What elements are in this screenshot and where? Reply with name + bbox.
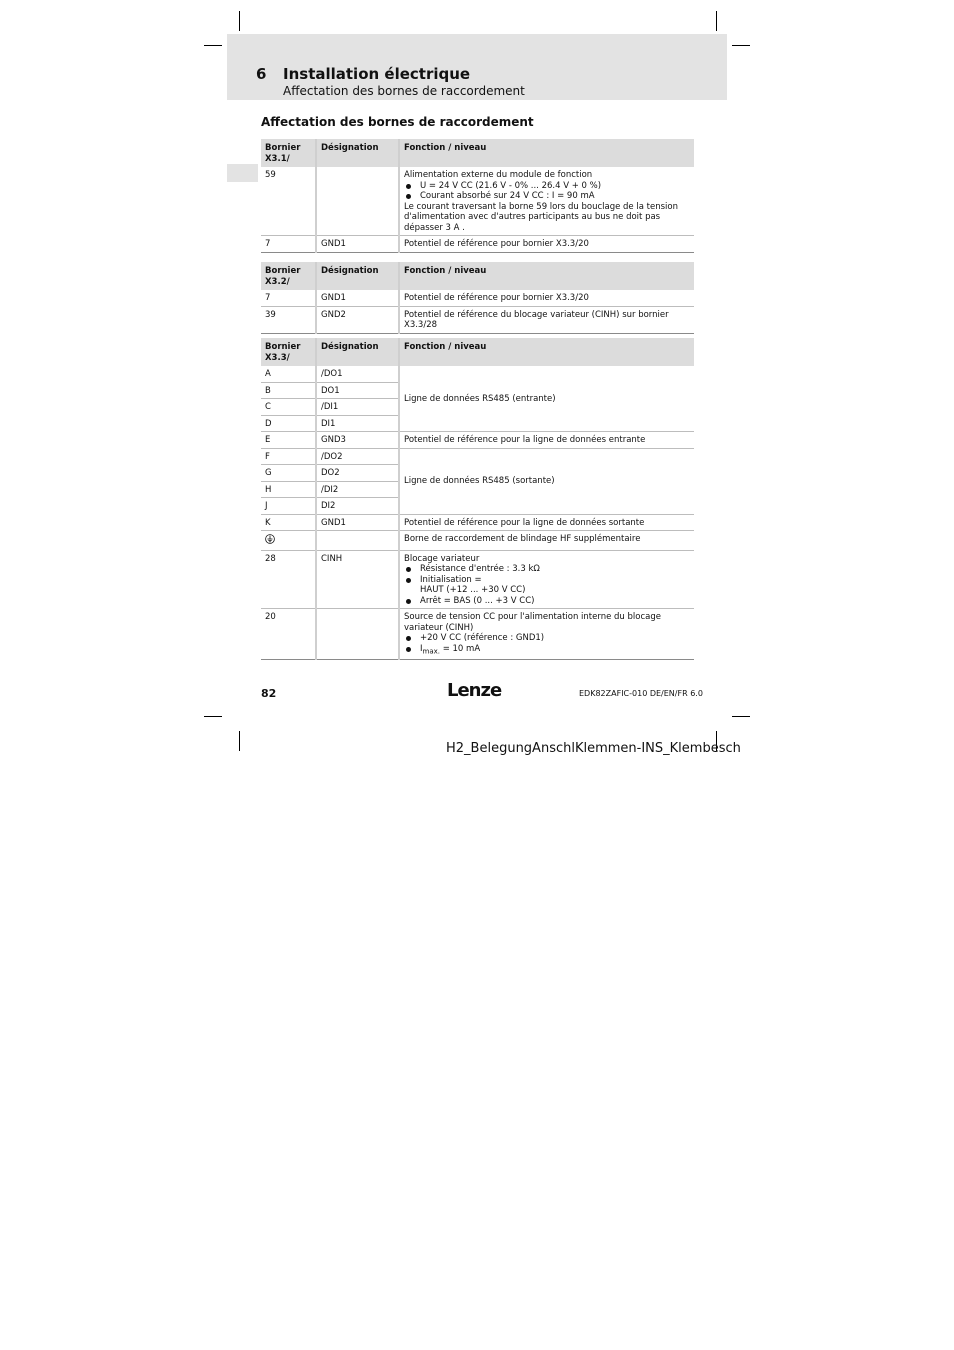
cell-borne: H <box>261 481 316 498</box>
cell-designation: GND1 <box>316 514 399 531</box>
bottom-label: H2_BelegungAnschlKlemmen-INS_Klembesch <box>446 741 741 756</box>
cell-borne: K <box>261 514 316 531</box>
ground-icon <box>265 534 275 544</box>
cell-fonction: Potentiel de référence pour la ligne de données entrante <box>399 432 694 449</box>
crop-mark <box>732 716 750 717</box>
col-header-bornier: Bornier X3.3/ <box>261 338 316 366</box>
cell-borne <box>261 531 316 551</box>
fonction-note: Le courant traversant la borne 59 lors du bouclage de la tension d'alimentation avec d'autres participants au bus ne doit pas dépasser 3 A . <box>404 201 678 233</box>
cell-borne: 39 <box>261 306 316 333</box>
cell-fonction-rs485-in: Ligne de données RS485 (entrante) <box>399 366 694 432</box>
imax-value: = 10 mA <box>440 643 481 654</box>
cell-designation: /DO2 <box>316 448 399 465</box>
list-item: Arrêt = BAS (0 ... +3 V CC) <box>404 596 690 607</box>
chapter-subtitle: Affectation des bornes de raccordement <box>283 84 525 98</box>
cell-borne: C <box>261 399 316 416</box>
cell-fonction <box>399 550 694 609</box>
col-header-bornier: Bornier X3.1/ <box>261 139 316 167</box>
crop-mark <box>716 11 717 31</box>
cell-fonction <box>399 167 694 236</box>
table-row <box>261 550 694 609</box>
col-header-fonction: Fonction / niveau <box>399 262 694 290</box>
cell-designation <box>316 609 399 660</box>
cell-designation: DO2 <box>316 465 399 482</box>
chapter-number: 6 <box>256 65 267 83</box>
cell-designation: CINH <box>316 550 399 609</box>
list-item: U = 24 V CC (21.6 V - 0% ... 26.4 V + 0 %) <box>404 181 690 192</box>
terminal-table-x32 <box>261 262 694 334</box>
side-tab-marker <box>227 164 258 182</box>
fonction-text: Blocage variateur <box>404 553 480 564</box>
cell-borne: 59 <box>261 167 316 236</box>
cell-designation: /DI1 <box>316 399 399 416</box>
list-item: +20 V CC (référence : GND1) <box>404 633 690 644</box>
cell-borne: J <box>261 498 316 515</box>
list-item <box>404 644 690 657</box>
cell-fonction: Borne de raccordement de blindage HF supplémentaire <box>399 531 694 551</box>
list-item-continuation: HAUT (+12 ... +30 V CC) <box>420 585 526 595</box>
section-title: Affectation des bornes de raccordement <box>261 115 534 129</box>
table-row <box>261 448 694 465</box>
cell-designation: DI1 <box>316 415 399 432</box>
cell-designation: DI2 <box>316 498 399 515</box>
table-row <box>261 514 694 531</box>
cell-borne: G <box>261 465 316 482</box>
cell-fonction: Potentiel de référence du blocage variateur (CINH) sur bornier X3.3/28 <box>399 306 694 333</box>
terminal-table-x31 <box>261 139 694 253</box>
cell-designation: GND1 <box>316 236 399 253</box>
chapter-title: Installation électrique <box>283 65 471 83</box>
cell-designation <box>316 531 399 551</box>
list-item: Résistance d'entrée : 3.3 kΩ <box>404 564 690 575</box>
crop-mark <box>239 11 240 31</box>
page-number: 82 <box>261 687 277 700</box>
table-row <box>261 531 694 551</box>
list-item: Courant absorbé sur 24 V CC : I = 90 mA <box>404 191 690 202</box>
cell-designation <box>316 167 399 236</box>
col-header-bornier: Bornier X3.2/ <box>261 262 316 290</box>
col-header-fonction: Fonction / niveau <box>399 139 694 167</box>
imax-subscript: max. <box>422 647 440 656</box>
crop-mark <box>732 45 750 46</box>
brand-logo: Lenze <box>447 680 502 701</box>
table-row <box>261 609 694 660</box>
terminal-table-x33 <box>261 338 694 660</box>
cell-fonction-rs485-out: Ligne de données RS485 (sortante) <box>399 448 694 514</box>
table-row <box>261 432 694 449</box>
document-code: EDK82ZAFIC-010 DE/EN/FR 6.0 <box>579 689 703 698</box>
cell-borne: E <box>261 432 316 449</box>
table-row <box>261 306 694 333</box>
table-row <box>261 366 694 382</box>
list-item <box>404 575 690 596</box>
col-header-designation: Désignation <box>316 338 399 366</box>
cell-designation: GND3 <box>316 432 399 449</box>
crop-mark <box>204 716 222 717</box>
cell-designation: /DO1 <box>316 366 399 382</box>
cell-fonction: Potentiel de référence pour la ligne de données sortante <box>399 514 694 531</box>
col-header-designation: Désignation <box>316 139 399 167</box>
cell-borne: 7 <box>261 236 316 253</box>
cell-designation: /DI2 <box>316 481 399 498</box>
crop-mark <box>239 731 240 751</box>
table-row <box>261 290 694 306</box>
cell-fonction: Potentiel de référence pour bornier X3.3/20 <box>399 236 694 253</box>
fonction-text: Source de tension CC pour l'alimentation interne du blocage variateur (CINH) <box>404 612 661 633</box>
cell-designation: GND1 <box>316 290 399 306</box>
cell-borne: 20 <box>261 609 316 660</box>
cell-fonction <box>399 609 694 660</box>
cell-designation: DO1 <box>316 382 399 399</box>
cell-borne: F <box>261 448 316 465</box>
cell-fonction: Potentiel de référence pour bornier X3.3/20 <box>399 290 694 306</box>
col-header-designation: Désignation <box>316 262 399 290</box>
cell-designation: GND2 <box>316 306 399 333</box>
col-header-fonction: Fonction / niveau <box>399 338 694 366</box>
table-row <box>261 167 694 236</box>
table-row <box>261 236 694 253</box>
cell-borne: 7 <box>261 290 316 306</box>
cell-borne: A <box>261 366 316 382</box>
crop-mark <box>204 45 222 46</box>
fonction-text: Alimentation externe du module de fonction <box>404 170 593 180</box>
imax-symbol: I <box>420 643 423 654</box>
list-item-text: Initialisation = <box>420 574 482 585</box>
cell-borne: 28 <box>261 550 316 609</box>
cell-borne: D <box>261 415 316 432</box>
cell-borne: B <box>261 382 316 399</box>
